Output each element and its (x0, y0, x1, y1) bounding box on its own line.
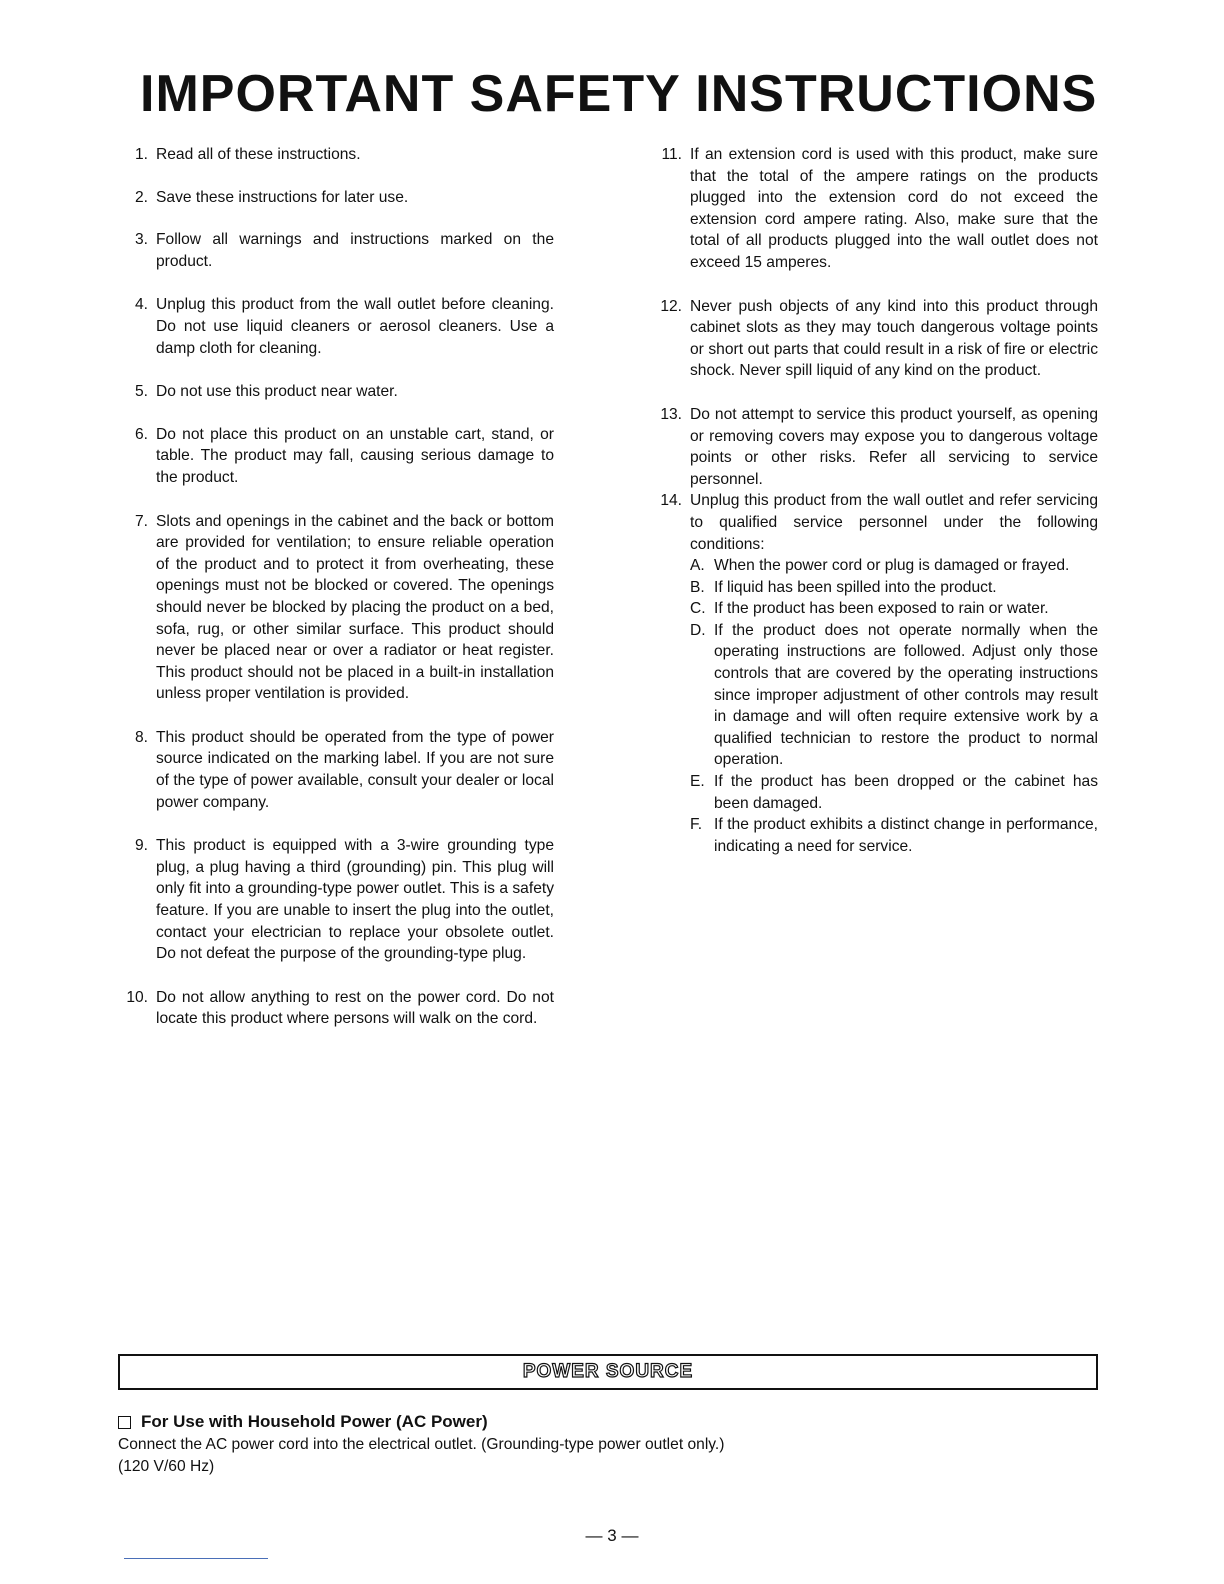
item-number: 6. (134, 425, 148, 443)
item-text: This product should be operated from the type of power source indicated on the marking label. If you are not sure of the type of power available, consult your dealer or local power company. (156, 728, 554, 811)
instruction-item (118, 229, 554, 272)
item-number: 13. (660, 405, 682, 423)
instruction-item (118, 727, 554, 813)
item-number: 8. (134, 728, 148, 746)
condition-text: If liquid has been spilled into the product. (714, 578, 997, 596)
condition-text: If the product has been exposed to rain or water. (714, 600, 1049, 618)
condition-text: If the product has been dropped or the cabinet has been damaged. (714, 773, 1098, 812)
condition-item (690, 555, 1098, 577)
instruction-item (118, 424, 554, 489)
item-text: Do not place this product on an unstable cart, stand, or table. The product may fall, causing serious damage to the product. (156, 425, 554, 486)
item-number: 2. (134, 188, 148, 206)
ac-power-instruction: Connect the AC power cord into the electrical outlet. (Grounding-type power outlet only.) (118, 1436, 725, 1453)
item-number: 10. (126, 988, 148, 1006)
item-text: Unplug this product from the wall outlet before cleaning. Do not use liquid cleaners or aerosol cleaners. Use a damp cloth for cleaning. (156, 296, 554, 357)
page-title: IMPORTANT SAFETY INSTRUCTIONS (140, 65, 1098, 123)
condition-item (690, 620, 1098, 771)
condition-letter: A. (690, 557, 705, 575)
item-text: Slots and openings in the cabinet and the back or bottom are provided for ventilation; to ensure reliable operation of the product and to protect it from overheating, these openings must not be blocked or covered. The openings should never be blocked by placing the product on a bed, sofa, rug, or other similar surface. This product should never be placed near or over a radiator or heat register. This product should not be placed in a built-in installation unless proper ventilation is provided. (156, 512, 554, 703)
item-number: 11. (661, 146, 682, 163)
item-text: Follow all warnings and instructions marked on the product. (156, 231, 554, 270)
instruction-item (118, 835, 554, 965)
instruction-item (118, 144, 554, 166)
ac-power-heading (118, 1411, 488, 1433)
item-number: 5. (134, 383, 148, 401)
ac-power-body (118, 1434, 878, 1477)
condition-letter: C. (690, 600, 706, 618)
item-text: Read all of these instructions. (156, 146, 361, 163)
item-text: Do not use this product near water. (156, 383, 398, 401)
item-number: 1. (134, 146, 148, 163)
item-number: 4. (134, 296, 148, 314)
instruction-item (118, 381, 554, 403)
page-number: — 3 — (585, 1526, 639, 1545)
condition-text: If the product exhibits a distinct change in performance, indicating a need for service. (714, 816, 1098, 855)
condition-text: When the power cord or plug is damaged or frayed. (714, 557, 1070, 575)
instruction-item (118, 511, 554, 705)
item-number: 9. (134, 837, 148, 855)
section-title: POWER SOURCE (522, 1361, 694, 1382)
condition-item (690, 598, 1098, 620)
power-source-section-header (118, 1354, 1098, 1390)
item-text: This product is equipped with a 3-wire grounding type plug, a plug having a third (grounding) pin. This plug will only fit into a grounding-type power outlet. This is a safety feature. If you are unable to insert the plug into the outlet, contact your electrician to replace your obsolete outlet. Do not defeat the purpose of the grounding-type plug. (156, 837, 554, 963)
ac-power-heading-text: For Use with Household Power (AC Power) (141, 1412, 488, 1431)
item-number: 3. (134, 231, 148, 249)
item-text: Unplug this product from the wall outlet and refer servicing to qualified service personnel under the following conditions: (690, 492, 1098, 553)
instruction-item (118, 294, 554, 359)
instruction-item (648, 404, 1098, 490)
item-number: 12. (660, 297, 682, 315)
instruction-item (118, 987, 554, 1030)
condition-letter: B. (690, 578, 705, 596)
item-number: 14. (660, 492, 682, 510)
instruction-item (648, 296, 1098, 382)
condition-letter: E. (690, 773, 705, 791)
item-text: Do not attempt to service this product yourself, as opening or removing covers may expose you to dangerous voltage points or other risks. Refer all servicing to service personnel. (690, 405, 1098, 488)
condition-letter: F. (690, 816, 703, 834)
condition-item (690, 771, 1098, 814)
instruction-item (648, 144, 1098, 274)
condition-item (690, 814, 1098, 857)
condition-item (690, 577, 1098, 599)
item-text: Do not allow anything to rest on the power cord. Do not locate this product where persons will walk on the cord. (156, 988, 554, 1028)
instructions-left-column (118, 144, 554, 1030)
footer-rule (124, 1558, 268, 1559)
item-text: Save these instructions for later use. (156, 188, 409, 206)
item-body (690, 490, 1098, 857)
condition-text: If the product does not operate normally when the operating instructions are followed. Adjust only those controls that are covered by the operating instructions since improper adjustment of other controls may result in damage and will often require extensive work by a qualified technician to restore the product to normal operation. (714, 621, 1098, 769)
item-number: 7. (134, 512, 148, 530)
condition-letter: D. (690, 621, 706, 639)
instruction-item (648, 490, 1098, 857)
item-text: Never push objects of any kind into this product through cabinet slots as they may touch dangerous voltage points or short out parts that could result in a risk of fire or electric shock. Never spill liquid of any kind on the product. (690, 297, 1098, 380)
item-text: If an extension cord is used with this product, make sure that the total of the ampere ratings on the products plugged into the extension cord do not exceed the extension cord ampere rating. Also, make sure that the total of all products plugged into the wall outlet does not exceed 15 amperes. (690, 146, 1098, 271)
ac-power-spec: (120 V/60 Hz) (118, 1457, 215, 1475)
instructions-right-column (648, 144, 1098, 857)
instruction-item (118, 187, 554, 209)
checkbox-icon (118, 1416, 131, 1429)
